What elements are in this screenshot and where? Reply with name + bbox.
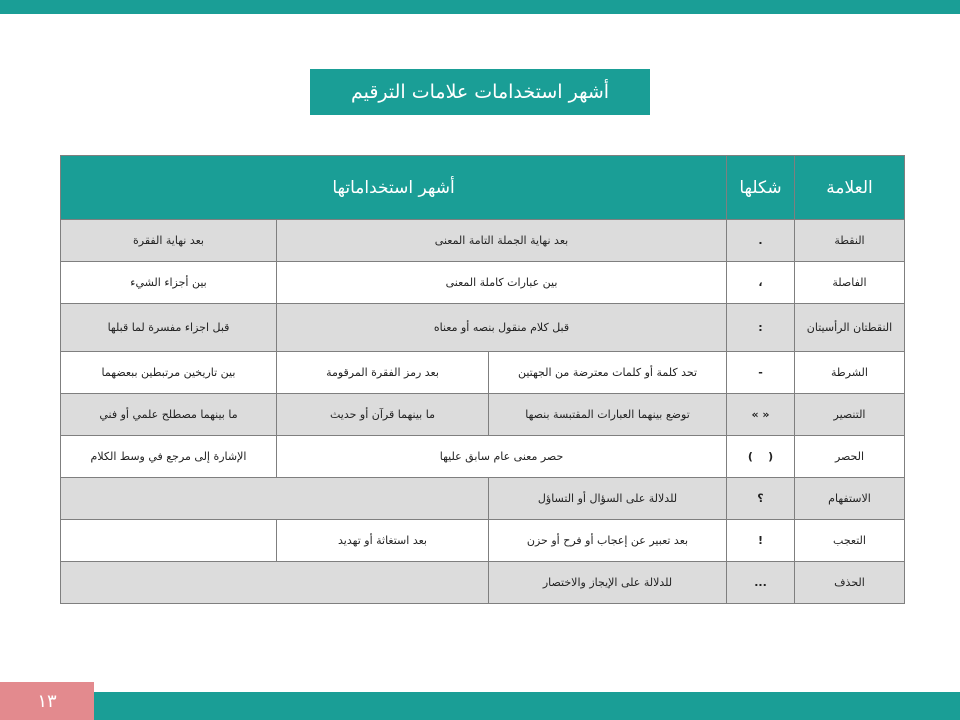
mark-use: بعد تعبير عن إعجاب أو فرح أو حزن bbox=[489, 520, 727, 562]
mark-use: قبل اجزاء مفسرة لما قبلها bbox=[61, 304, 277, 352]
mark-use: حصر معنى عام سابق عليها bbox=[277, 436, 727, 478]
mark-name: الحصر bbox=[795, 436, 905, 478]
header-shape: شكلها bbox=[727, 156, 795, 220]
punctuation-table bbox=[60, 155, 905, 604]
mark-name: الشرطة bbox=[795, 352, 905, 394]
mark-use: للدلالة على الإيجاز والاختصار bbox=[489, 562, 727, 604]
mark-name: التعجب bbox=[795, 520, 905, 562]
mark-use: الإشارة إلى مرجع في وسط الكلام bbox=[61, 436, 277, 478]
mark-use: بعد رمز الفقرة المرقومة bbox=[277, 352, 489, 394]
mark-name: التنصير bbox=[795, 394, 905, 436]
header-mark: العلامة bbox=[795, 156, 905, 220]
mark-use: بين أجزاء الشيء bbox=[61, 262, 277, 304]
mark-use: توضع بينهما العبارات المقتبسة بنصها bbox=[489, 394, 727, 436]
mark-use: ما بينهما قرآن أو حديث bbox=[277, 394, 489, 436]
mark-use: قبل كلام منقول بنصه أو معناه bbox=[277, 304, 727, 352]
page-number: ١٣ bbox=[0, 682, 94, 720]
mark-shape: : bbox=[727, 304, 795, 352]
table-header-row bbox=[61, 156, 905, 220]
empty-cell bbox=[61, 478, 489, 520]
table-row bbox=[61, 394, 905, 436]
mark-use: بين تاريخين مرتبطين ببعضهما bbox=[61, 352, 277, 394]
mark-name: الحذف bbox=[795, 562, 905, 604]
table-row bbox=[61, 436, 905, 478]
empty-cell bbox=[61, 562, 489, 604]
table-row bbox=[61, 478, 905, 520]
mark-use: ما بينهما مصطلح علمي أو فني bbox=[61, 394, 277, 436]
mark-name: الفاصلة bbox=[795, 262, 905, 304]
slide-title: أشهر استخدامات علامات الترقيم bbox=[310, 69, 650, 115]
table-row bbox=[61, 262, 905, 304]
mark-shape: ( ) bbox=[727, 436, 795, 478]
mark-name: النقطة bbox=[795, 220, 905, 262]
bottom-accent-bar bbox=[0, 692, 960, 720]
mark-name: الاستفهام bbox=[795, 478, 905, 520]
mark-use: بعد نهاية الجملة التامة المعنى bbox=[277, 220, 727, 262]
mark-shape: ، bbox=[727, 262, 795, 304]
table-row bbox=[61, 352, 905, 394]
table-row bbox=[61, 304, 905, 352]
empty-cell bbox=[61, 520, 277, 562]
top-accent-bar bbox=[0, 0, 960, 14]
mark-shape: - bbox=[727, 352, 795, 394]
table-row bbox=[61, 220, 905, 262]
table-row bbox=[61, 520, 905, 562]
mark-use: بعد نهاية الفقرة bbox=[61, 220, 277, 262]
mark-use: بين عبارات كاملة المعنى bbox=[277, 262, 727, 304]
mark-shape: ! bbox=[727, 520, 795, 562]
table-row bbox=[61, 562, 905, 604]
mark-shape: . bbox=[727, 220, 795, 262]
mark-shape: ؟ bbox=[727, 478, 795, 520]
mark-shape: ... bbox=[727, 562, 795, 604]
mark-use: للدلالة على السؤال أو التساؤل bbox=[489, 478, 727, 520]
mark-shape: « » bbox=[727, 394, 795, 436]
header-uses: أشهر استخداماتها bbox=[61, 156, 727, 220]
mark-use: بعد استغاثة أو تهديد bbox=[277, 520, 489, 562]
mark-use: تحد كلمة أو كلمات معترضة من الجهتين bbox=[489, 352, 727, 394]
mark-name: النقطتان الرأسيتان bbox=[795, 304, 905, 352]
